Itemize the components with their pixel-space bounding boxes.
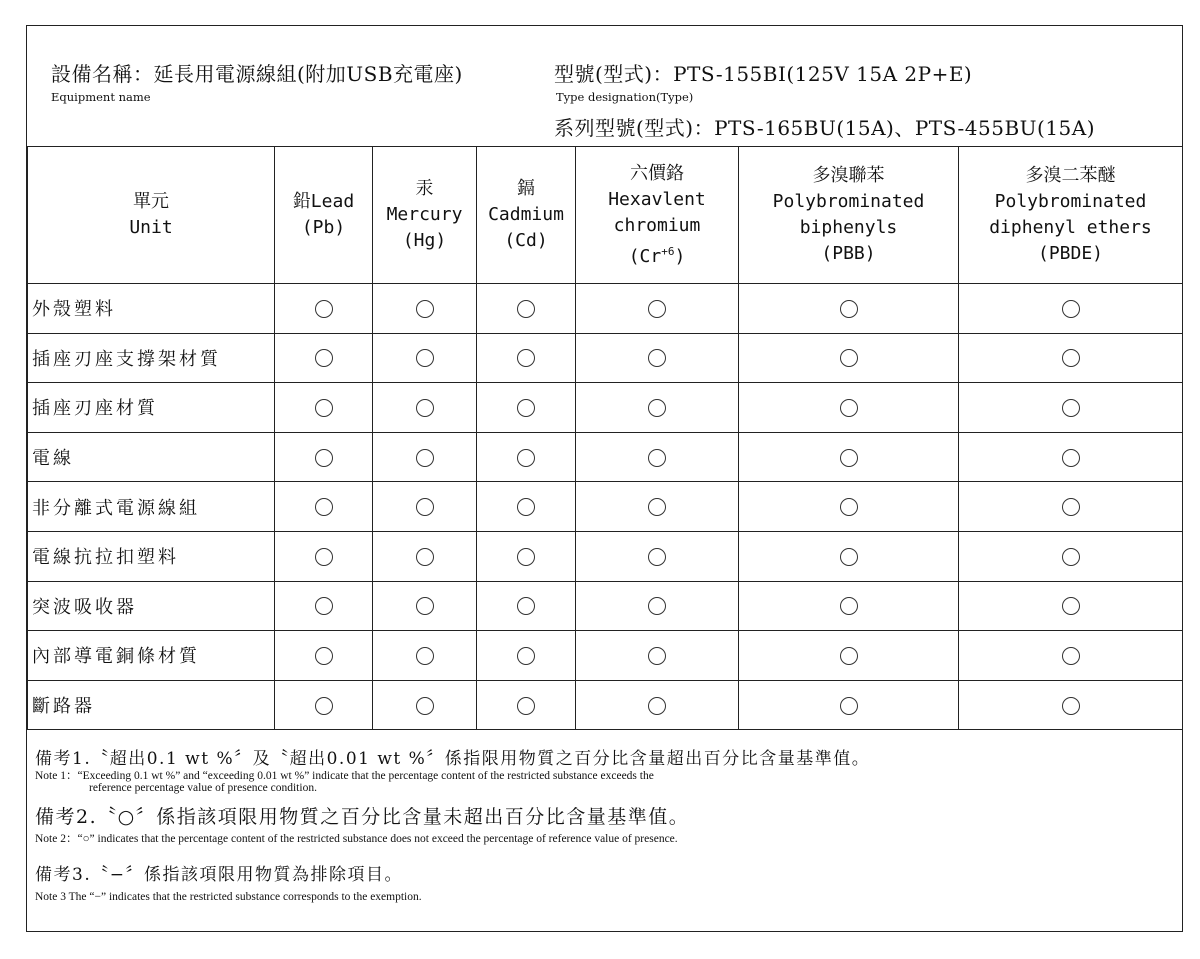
circle-mark-icon [1062,597,1080,615]
compliance-cell [959,680,1183,730]
compliance-cell [477,581,576,631]
circle-mark-icon [1062,548,1080,566]
circle-mark-icon [517,597,535,615]
circle-mark-icon [1062,399,1080,417]
compliance-cell [275,284,373,334]
compliance-cell [373,680,477,730]
circle-mark-icon [315,548,333,566]
note-3-en: Note 3 The “−” indicates that the restricted substance corresponds to the exemption. [35,891,422,903]
circle-mark-icon [517,697,535,715]
compliance-cell [576,631,739,681]
column-header-unit: 單元 Unit [28,147,275,284]
row-unit-label: 突波吸收器 [28,581,275,631]
row-unit-label: 非分離式電源線組 [28,482,275,532]
compliance-cell [739,383,959,433]
circle-mark-icon [416,697,434,715]
type-designation-zh: 型號(型式)：PTS-155BI(125V 15A 2P+E) [554,62,973,86]
compliance-cell [576,680,739,730]
circle-mark-icon [840,498,858,516]
compliance-cell [959,432,1183,482]
circle-mark-icon [840,597,858,615]
row-unit-label: 斷路器 [28,680,275,730]
compliance-cell [959,581,1183,631]
circle-mark-icon [416,449,434,467]
compliance-cell [275,531,373,581]
column-header-pbb: 多溴聯苯 Polybrominated biphenyls (PBB) [739,147,959,284]
compliance-cell [275,432,373,482]
compliance-cell [576,333,739,383]
circle-mark-icon [840,449,858,467]
circle-mark-icon [517,498,535,516]
document-header [27,26,1182,147]
equipment-name-zh: 設備名稱：延長用電源線組(附加USB充電座) [51,62,463,86]
compliance-cell [576,432,739,482]
compliance-cell [959,284,1183,334]
table-row [28,482,1183,532]
circle-mark-icon [315,597,333,615]
note-1-en-continued: reference percentage value of presence condition. [89,782,317,794]
compliance-cell [373,531,477,581]
compliance-cell [373,482,477,532]
circle-mark-icon [648,597,666,615]
circle-mark-icon [517,349,535,367]
compliance-cell [477,680,576,730]
compliance-cell [576,531,739,581]
circle-mark-icon [840,647,858,665]
circle-mark-icon [416,548,434,566]
circle-mark-icon [315,300,333,318]
row-unit-label: 電線抗拉扣塑料 [28,531,275,581]
row-unit-label: 插座刃座材質 [28,383,275,433]
compliance-cell [959,333,1183,383]
compliance-cell [477,284,576,334]
circle-mark-icon [648,300,666,318]
compliance-cell [373,581,477,631]
compliance-cell [739,482,959,532]
circle-mark-icon [315,449,333,467]
table-row [28,432,1183,482]
circle-mark-icon [1062,349,1080,367]
series-type-zh: 系列型號(型式)：PTS-165BU(15A)、PTS-455BU(15A) [554,116,1096,140]
compliance-cell [576,482,739,532]
table-row [28,284,1183,334]
circle-mark-icon [1062,498,1080,516]
circle-mark-icon [840,399,858,417]
circle-mark-icon [840,697,858,715]
circle-mark-icon [1062,449,1080,467]
circle-mark-icon [517,647,535,665]
circle-mark-icon [648,548,666,566]
circle-mark-icon [517,399,535,417]
column-header-mercury: 汞 Mercury (Hg) [373,147,477,284]
row-unit-label: 外殼塑料 [28,284,275,334]
compliance-cell [275,631,373,681]
circle-mark-icon [416,300,434,318]
circle-mark-icon [315,697,333,715]
row-unit-label: 內部導電銅條材質 [28,631,275,681]
compliance-cell [275,333,373,383]
circle-mark-icon [416,349,434,367]
circle-mark-icon [648,647,666,665]
circle-mark-icon [416,647,434,665]
note-2-en: Note 2：“○” indicates that the percentage content of the restricted substance does not exceed the percentage of reference value of presence. [35,833,678,845]
circle-mark-icon [648,349,666,367]
circle-mark-icon [1062,300,1080,318]
note-2-zh: 備考2.〝○〞係指該項限用物質之百分比含量未超出百分比含量基準值。 [35,806,690,828]
compliance-cell [739,680,959,730]
circle-mark-icon [840,349,858,367]
circle-mark-icon [517,449,535,467]
circle-mark-icon [840,300,858,318]
compliance-cell [477,631,576,681]
circle-mark-icon [840,548,858,566]
circle-mark-icon [315,399,333,417]
compliance-cell [373,631,477,681]
table-row [28,333,1183,383]
compliance-cell [576,581,739,631]
equipment-name-en: Equipment name [51,90,151,104]
circle-mark-icon [517,548,535,566]
compliance-cell [959,531,1183,581]
type-designation-en: Type designation(Type) [556,90,694,104]
table-row [28,531,1183,581]
circle-mark-icon [648,399,666,417]
note-3-zh: 備考3.〝−〞係指該項限用物質為排除項目。 [35,865,403,885]
circle-mark-icon [1062,647,1080,665]
compliance-cell [275,482,373,532]
note-1-zh: 備考1.〝超出0.1 wt %〞及〝超出0.01 wt %〞係指限用物質之百分比含量超出百分比含量基準值。 [35,749,871,769]
circle-mark-icon [416,498,434,516]
circle-mark-icon [648,449,666,467]
table-row [28,383,1183,433]
compliance-cell [373,432,477,482]
compliance-cell [373,383,477,433]
compliance-cell [373,284,477,334]
compliance-cell [959,631,1183,681]
compliance-cell [959,482,1183,532]
circle-mark-icon [1062,697,1080,715]
compliance-cell [739,284,959,334]
row-unit-label: 插座刃座支撐架材質 [28,333,275,383]
compliance-cell [275,581,373,631]
compliance-cell [959,383,1183,433]
column-header-cadmium: 鎘 Cadmium (Cd) [477,147,576,284]
compliance-cell [477,482,576,532]
table-row [28,581,1183,631]
circle-mark-icon [648,498,666,516]
column-header-hexavalent-chromium: 六價鉻 Hexavlent chromium $(Cr^{+6})$ [576,147,739,284]
circle-mark-icon [517,300,535,318]
compliance-cell [275,680,373,730]
compliance-cell [477,383,576,433]
table-header-row [28,147,1183,284]
compliance-cell [739,531,959,581]
compliance-cell [275,383,373,433]
compliance-cell [739,581,959,631]
compliance-cell [739,333,959,383]
circle-mark-icon [648,697,666,715]
compliance-cell [477,432,576,482]
compliance-cell [477,531,576,581]
compliance-cell [739,432,959,482]
row-unit-label: 電線 [28,432,275,482]
table-row [28,631,1183,681]
compliance-cell [739,631,959,681]
note-1-en: Note 1：“Exceeding 0.1 wt %” and “exceeding 0.01 wt %” indicate that the percentage content of the restricted substance exceeds the [35,770,654,782]
rohs-declaration-document [26,25,1183,932]
circle-mark-icon [315,349,333,367]
column-header-pbde: 多溴二苯醚 Polybrominated diphenyl ethers (PBDE) [959,147,1183,284]
compliance-cell [576,284,739,334]
circle-mark-icon [416,597,434,615]
column-header-lead: 鉛Lead (Pb) [275,147,373,284]
circle-mark-icon [416,399,434,417]
circle-mark-icon [315,647,333,665]
compliance-cell [576,383,739,433]
restricted-substances-table [27,146,1183,730]
compliance-cell [373,333,477,383]
compliance-cell [477,333,576,383]
circle-mark-icon [315,498,333,516]
table-row [28,680,1183,730]
